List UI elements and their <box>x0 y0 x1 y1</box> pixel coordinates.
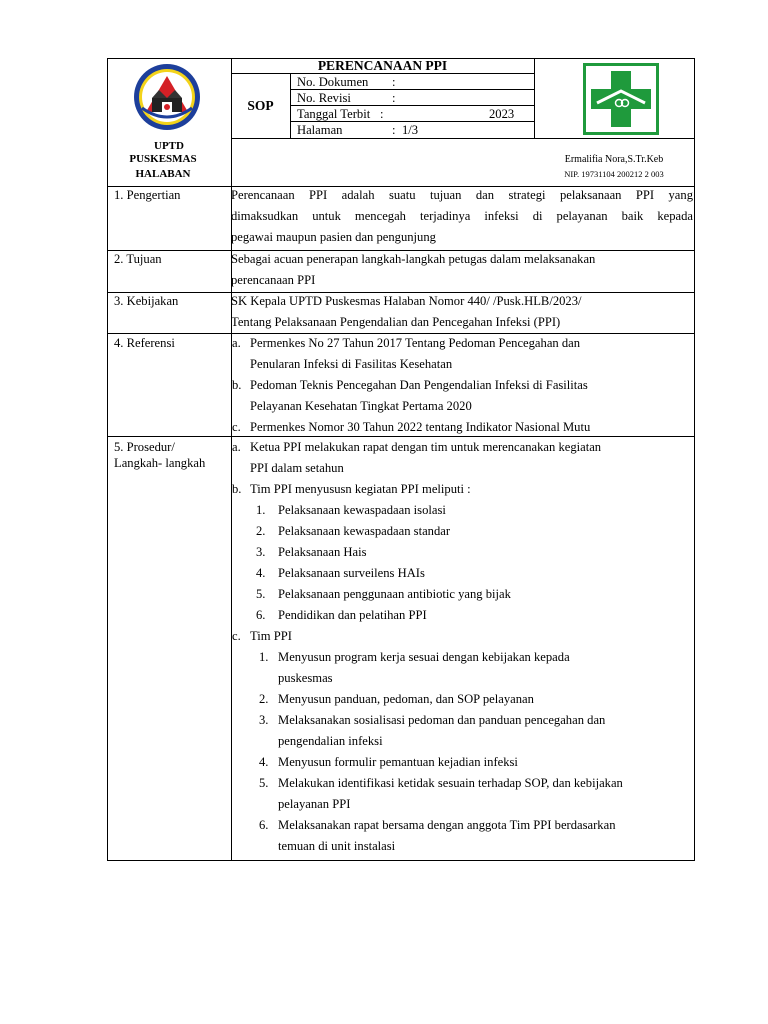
field-halaman-sep: : <box>392 123 396 137</box>
section-label-kebijakan: 3. Kebijakan <box>114 294 179 308</box>
prosedur-c-num: 3. <box>259 713 269 727</box>
org-line-halaban: HALABAN <box>135 168 191 180</box>
page-title: PERENCANAAN PPI <box>317 58 448 73</box>
field-no-revisi-sep: : <box>392 91 396 105</box>
prosedur-b-num: 4. <box>256 566 266 580</box>
referensi-line: Pelayanan Kesehatan Tingkat Pertama 2020 <box>250 399 472 413</box>
prosedur-c-line: Menyusun program kerja sesuai dengan kebijakan kepada <box>278 650 570 664</box>
org-line-puskesmas: PUSKESMAS <box>129 153 197 165</box>
kebijakan-line: Tentang Pelaksanaan Pengendalian dan Pencegahan Infeksi (PPI) <box>231 315 561 329</box>
field-no-dokumen-sep: : <box>392 75 396 89</box>
prosedur-c-line: Menyusun formulir pemantuan kejadian infeksi <box>278 755 518 769</box>
prosedur-b-num: 6. <box>256 608 266 622</box>
sop-label: SOP <box>247 98 274 113</box>
health-cross-logo <box>583 63 659 135</box>
field-halaman-value: 1/3 <box>402 123 419 137</box>
kebijakan-line: SK Kepala UPTD Puskesmas Halaban Nomor 440/ /Pusk.HLB/2023/ <box>231 294 582 308</box>
prosedur-a-marker: a. <box>232 440 241 454</box>
prosedur-c-num: 6. <box>259 818 269 832</box>
prosedur-c-num: 5. <box>259 776 269 790</box>
prosedur-b-num: 2. <box>256 524 266 538</box>
prosedur-b-item: Pelaksanaan Hais <box>278 545 367 559</box>
prosedur-c-line: pengendalian infeksi <box>278 734 383 748</box>
tujuan-line: perencanaan PPI <box>231 273 316 287</box>
referensi-marker: c. <box>232 420 241 434</box>
prosedur-c-line: puskesmas <box>278 671 333 685</box>
prosedur-b-num: 3. <box>256 545 266 559</box>
prosedur-c-num: 1. <box>259 650 269 664</box>
pengertian-line: pegawai maupun pasien dan pengunjung <box>231 230 436 244</box>
pengertian-line: Perencanaan PPI adalah suatu tujuan dan strategi pelaksanaan PPI yang <box>231 188 693 202</box>
tujuan-line: Sebagai acuan penerapan langkah-langkah petugas dalam melaksanakan <box>231 252 596 266</box>
referensi-line: Pedoman Teknis Pencegahan Dan Pengendalian Infeksi di Fasilitas <box>250 378 588 392</box>
referensi-line: Permenkes No 27 Tahun 2017 Tentang Pedoman Pencegahan dan <box>250 336 581 350</box>
referensi-marker: b. <box>232 378 242 392</box>
prosedur-c-num: 2. <box>259 692 269 706</box>
prosedur-b-marker: b. <box>232 482 242 496</box>
referensi-line: Penularan Infeksi di Fasilitas Kesehatan <box>250 357 453 371</box>
prosedur-b-item: Pelaksanaan penggunaan antibiotic yang bijak <box>278 587 511 601</box>
field-halaman-label: Halaman <box>297 123 343 137</box>
referensi-marker: a. <box>232 336 241 350</box>
field-no-dokumen-label: No. Dokumen <box>297 75 369 89</box>
field-tanggal-terbit-sep: : <box>380 107 384 121</box>
signatory-name: Ermalifia Nora,S.Tr.Keb <box>564 154 664 165</box>
signatory-nip: NIP. 19731104 200212 2 003 <box>564 169 664 179</box>
prosedur-a-line: Ketua PPI melakukan rapat dengan tim untuk merencanakan kegiatan <box>250 440 602 454</box>
pengertian-line: dimaksudkan untuk mencegah terjadinya infeksi di pelayanan baik kepada <box>231 209 693 223</box>
section-label-tujuan: 2. Tujuan <box>114 252 162 266</box>
section-label-pengertian: 1. Pengertian <box>114 188 181 202</box>
org-line-uptd: UPTD <box>154 140 184 152</box>
prosedur-b-item: Pendidikan dan pelatihan PPI <box>278 608 427 622</box>
prosedur-c-text: Tim PPI <box>250 629 292 643</box>
field-tanggal-terbit-label: Tanggal Terbit <box>297 107 371 121</box>
referensi-line: Permenkes Nomor 30 Tahun 2022 tentang Indikator Nasional Mutu <box>250 420 591 434</box>
prosedur-c-line: Melaksanakan sosialisasi pedoman dan panduan pencegahan dan <box>278 713 606 727</box>
section-label-prosedur-2: Langkah- langkah <box>114 456 206 470</box>
puskesmas-logo <box>132 62 202 132</box>
prosedur-b-text: Tim PPI menyususn kegiatan PPI meliputi : <box>250 482 471 496</box>
section-label-referensi: 4. Referensi <box>114 336 175 350</box>
field-tanggal-terbit-value: 2023 <box>489 107 515 121</box>
prosedur-c-line: pelayanan PPI <box>278 797 351 811</box>
section-label-prosedur: 5. Prosedur/ <box>114 440 175 454</box>
prosedur-b-item: Pelaksanaan kewaspadaan standar <box>278 524 451 538</box>
prosedur-b-num: 1. <box>256 503 266 517</box>
prosedur-b-item: Pelaksanaan kewaspadaan isolasi <box>278 503 446 517</box>
prosedur-b-item: Pelaksanaan surveilens HAIs <box>278 566 425 580</box>
prosedur-b-num: 5. <box>256 587 266 601</box>
prosedur-c-line: Melaksanakan rapat bersama dengan anggota Tim PPI berdasarkan <box>278 818 616 832</box>
prosedur-c-line: Melakukan identifikasi ketidak sesuain terhadap SOP, dan kebijakan <box>278 776 623 790</box>
prosedur-c-line: Menyusun panduan, pedoman, dan SOP pelayanan <box>278 692 534 706</box>
prosedur-c-marker: c. <box>232 629 241 643</box>
prosedur-c-num: 4. <box>259 755 269 769</box>
prosedur-c-line: temuan di unit instalasi <box>278 839 396 853</box>
prosedur-a-line: PPI dalam setahun <box>250 461 344 475</box>
field-no-revisi-label: No. Revisi <box>297 91 351 105</box>
